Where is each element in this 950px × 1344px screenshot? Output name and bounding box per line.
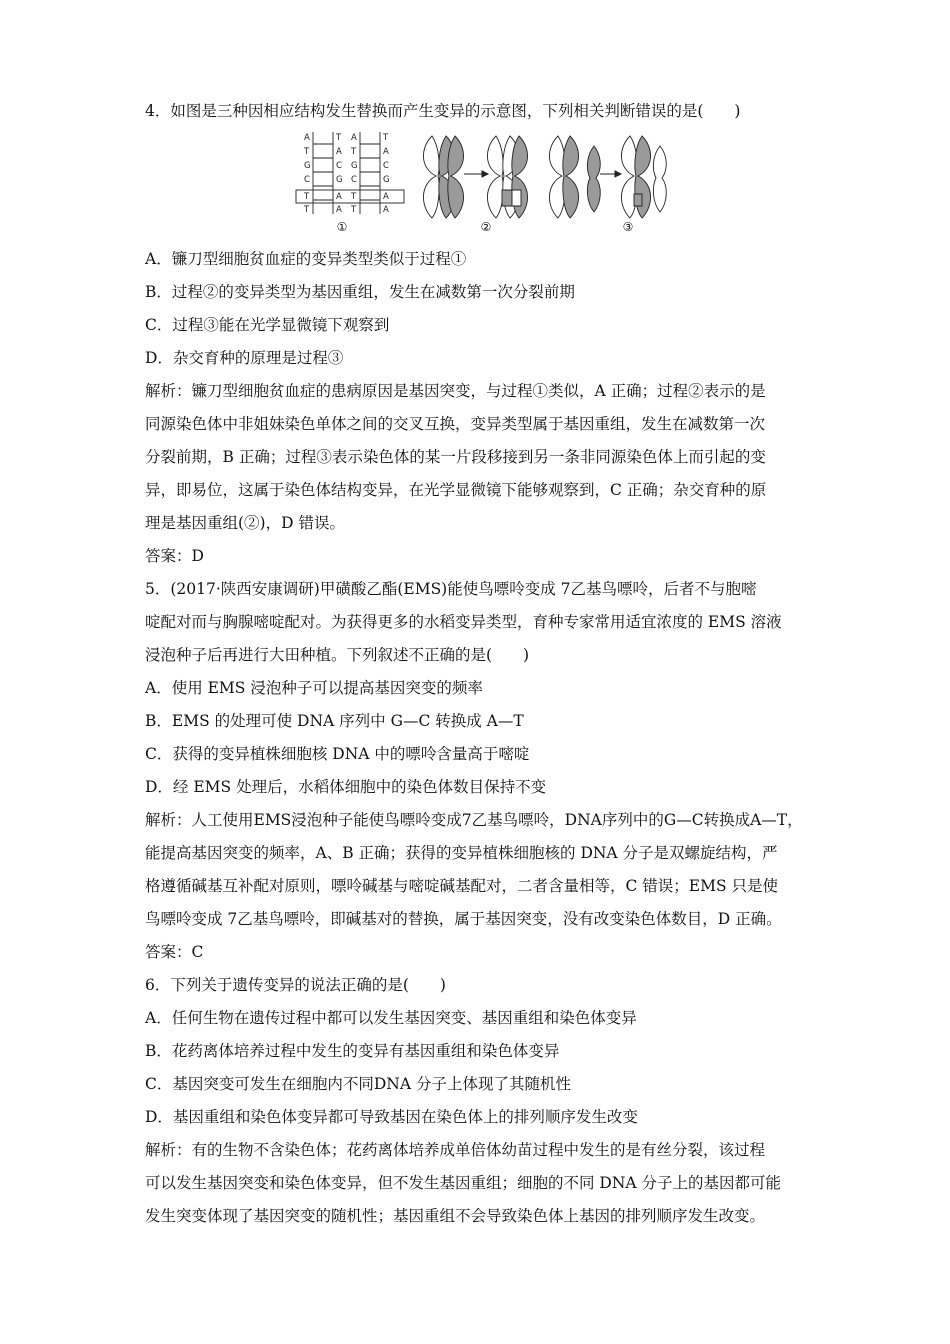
base-letter: A	[336, 147, 342, 157]
q6-stem: 6．下列关于遗传变异的说法正确的是( )	[145, 976, 446, 994]
figure-label-3: ③	[622, 220, 634, 234]
base-letter: A	[351, 133, 357, 143]
q6-analysis-line: 解析：有的生物不含染色体；花药离体培养成单倍体幼苗过程中发生的是有丝分裂，该过程	[145, 1141, 766, 1159]
base-letter: T	[351, 205, 357, 215]
q5-stem-line: 浸泡种子后再进行大田种植。下列叙述不正确的是( )	[145, 646, 530, 664]
arrow-2	[464, 171, 488, 177]
q5-stem-line: 啶配对而与胸腺嘧啶配对。为获得更多的水稻变异类型，育种专家常用适宜浓度的 EMS 溶液	[145, 613, 782, 631]
chromosome-pair-3b	[621, 136, 666, 218]
base-letter: T	[351, 147, 357, 157]
base-letter: C	[304, 175, 310, 185]
q6-option-a: A．任何生物在遗传过程中都可以发生基因突变、基因重组和染色体变异	[145, 1009, 637, 1027]
base-letter: C	[351, 175, 357, 185]
base-letter: C	[336, 161, 342, 171]
chromosome-pair-2a	[423, 136, 463, 218]
q4-analysis-line: 理是基因重组(②)，D 错误。	[145, 514, 345, 532]
figure-label-2: ②	[480, 220, 492, 234]
base-letter: T	[336, 133, 342, 143]
q4-option-c: C．过程③能在光学显微镜下观察到	[145, 316, 390, 334]
q4-answer: 答案：D	[145, 547, 204, 565]
q4-option-d: D．杂交育种的原理是过程③	[145, 349, 344, 367]
q5-analysis-line: 解析：人工使用EMS浸泡种子能使鸟嘌呤变成7乙基鸟嘌呤，DNA序列中的G—C转换成A—T，	[145, 811, 803, 829]
q6-option-d: D．基因重组和染色体变异都可导致基因在染色体上的排列顺序发生改变	[145, 1108, 638, 1126]
base-letter: T	[351, 192, 357, 202]
q4-analysis-line: 同源染色体中非姐妹染色单体之间的交叉互换，变异类型属于基因重组，发生在减数第一次	[145, 415, 766, 433]
q5-analysis-line: 能提高基因突变的频率，A、B 正确；获得的变异植株细胞核的 DNA 分子是双螺旋结构，严	[145, 844, 778, 862]
q5-analysis-line: 鸟嘌呤变成 7乙基鸟嘌呤，即碱基对的替换，属于基因突变，没有改变染色体数目，D 正确。	[145, 910, 782, 928]
base-letter: T	[304, 147, 310, 157]
q4-analysis-line: 分裂前期，B 正确；过程③表示染色体的某一片段移接到另一条非同源染色体上而引起的变	[145, 448, 766, 466]
q4-analysis-line: 解析：镰刀型细胞贫血症的患病原因是基因突变，与过程①类似，A 正确；过程②表示的是	[145, 382, 766, 400]
q5-analysis-line: 格遵循碱基互补配对原则，嘌呤碱基与嘧啶碱基配对，二者含量相等，C 错误；EMS 只是使	[145, 877, 779, 895]
q5-answer: 答案：C	[145, 943, 204, 961]
base-letter: A	[336, 205, 342, 215]
mutation-diagram-svg	[290, 128, 670, 236]
base-letter: A	[336, 192, 342, 202]
base-letter: T	[304, 205, 310, 215]
q5-option-c: C．获得的变异植株细胞核 DNA 中的嘌呤含量高于嘧啶	[145, 745, 530, 763]
chromosome-pair-2b	[487, 136, 527, 218]
q4-option-a: A．镰刀型细胞贫血症的变异类型类似于过程①	[145, 250, 467, 268]
base-letter: T	[383, 133, 389, 143]
base-letter: C	[383, 161, 389, 171]
base-letter: G	[304, 161, 311, 171]
base-letter: G	[336, 175, 343, 185]
base-letter: A	[383, 205, 389, 215]
arrow-3	[600, 171, 621, 177]
base-letter: A	[304, 133, 310, 143]
q6-option-c: C．基因突变可发生在细胞内不同DNA 分子上体现了其随机性	[145, 1075, 571, 1093]
q5-stem-line: 5．(2017·陕西安康调研)甲磺酸乙酯(EMS)能使鸟嘌呤变成 7乙基鸟嘌呤，后者不与胞嘧	[145, 580, 757, 598]
q5-option-a: A．使用 EMS 浸泡种子可以提高基因突变的频率	[145, 679, 483, 697]
base-letter: T	[304, 192, 310, 202]
base-letter: A	[383, 192, 389, 202]
question-4-stem: 4．如图是三种因相应结构发生替换而产生变异的示意图，下列相关判断错误的是( )	[145, 102, 741, 120]
base-letter: G	[383, 175, 390, 185]
q5-option-b: B．EMS 的处理可使 DNA 序列中 G—C 转换成 A—T	[145, 712, 524, 730]
mutation-diagram	[290, 128, 670, 236]
q6-analysis-line: 可以发生基因突变和染色体变异，但不发生基因重组；细胞的不同 DNA 分子上的基因都可能	[145, 1174, 782, 1192]
q6-analysis-line: 发生突变体现了基因突变的随机性；基因重组不会导致染色体上基因的排列顺序发生改变。	[145, 1207, 766, 1225]
q4-option-b: B．过程②的变异类型为基因重组，发生在减数第一次分裂前期	[145, 283, 575, 301]
base-letter: G	[351, 161, 358, 171]
figure-label-1: ①	[336, 220, 348, 234]
q4-analysis-line: 异，即易位，这属于染色体结构变异，在光学显微镜下能够观察到，C 正确；杂交育种的原	[145, 481, 767, 499]
q5-option-d: D．经 EMS 处理后，水稻体细胞中的染色体数目保持不变	[145, 778, 547, 796]
chromosome-pair-3a	[549, 136, 600, 218]
q6-option-b: B．花药离体培养过程中发生的变异有基因重组和染色体变异	[145, 1042, 560, 1060]
base-letter: A	[383, 147, 389, 157]
